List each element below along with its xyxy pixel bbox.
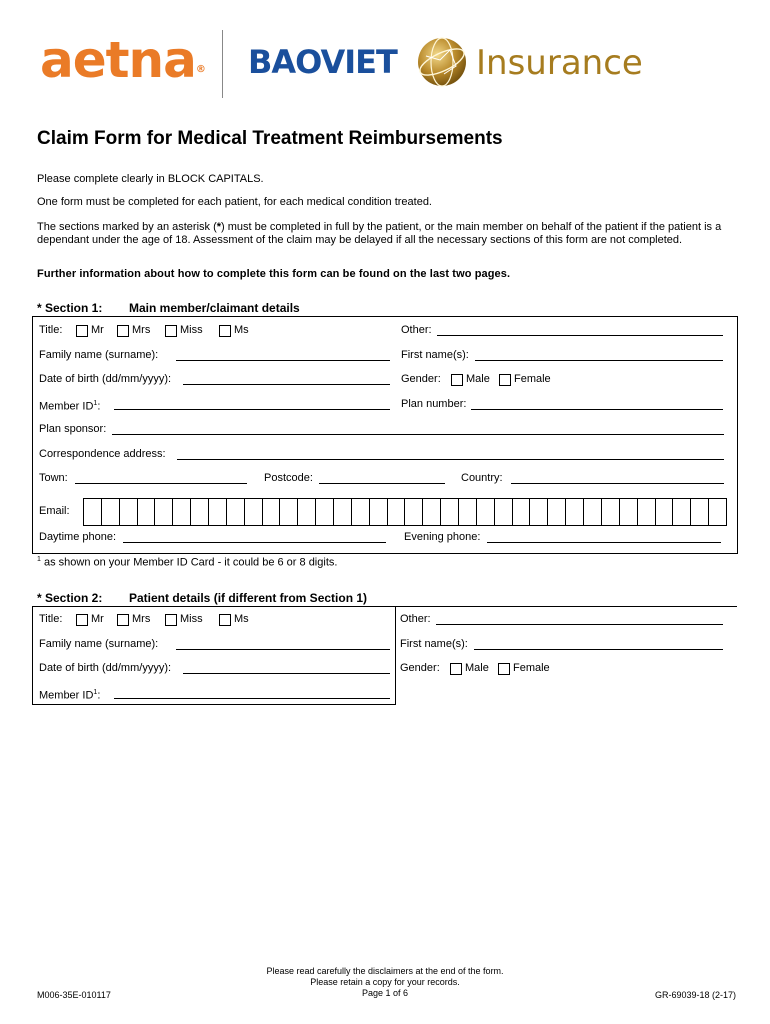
email-char-box[interactable]: [530, 499, 548, 525]
email-char-box[interactable]: [656, 499, 674, 525]
s1-first-names-field[interactable]: [475, 348, 723, 361]
email-char-box[interactable]: [388, 499, 406, 525]
globe-icon: [416, 36, 468, 88]
s2-title-miss-checkbox[interactable]: [165, 614, 177, 626]
s2-dob-row: Date of birth (dd/mm/yyyy): Gender: Male Female: [39, 662, 550, 674]
aetna-logo: aetna®: [40, 31, 205, 89]
s2-first-names-field[interactable]: [474, 637, 723, 650]
s2-divider: [395, 606, 396, 705]
email-char-box[interactable]: [352, 499, 370, 525]
s1-daytime-phone-field[interactable]: [123, 530, 386, 543]
baoviet-logo: BAOVIET: [248, 43, 397, 81]
s1-family-name-field[interactable]: [176, 348, 390, 361]
email-char-box[interactable]: [298, 499, 316, 525]
s1-plan-number-field[interactable]: [471, 397, 723, 410]
s2-member-row: Member $ID^1$:: [39, 686, 399, 702]
insurance-logo-text: Insurance: [476, 43, 643, 83]
email-char-box[interactable]: [334, 499, 352, 525]
section1-box: [32, 316, 738, 554]
footer-notice: Please read carefully the disclaimers at the end of the form. Please retain a copy for your records. Page 1 of 6: [185, 966, 585, 999]
s1-sponsor-row: Plan sponsor:: [39, 422, 729, 438]
s1-title-miss-checkbox[interactable]: [165, 325, 177, 337]
logo-divider: [222, 30, 223, 98]
email-char-box[interactable]: [191, 499, 209, 525]
s1-plan-sponsor-field[interactable]: [112, 422, 724, 435]
s1-member-row: Member $ID^1$: Plan number:: [39, 397, 729, 413]
intro-one-form: One form must be completed for each patient, for each medical condition treated.: [37, 196, 432, 208]
s1-country-field[interactable]: [511, 471, 724, 484]
s1-other-field[interactable]: [437, 323, 723, 336]
s1-postcode-field[interactable]: [319, 471, 445, 484]
s2-title-ms-checkbox[interactable]: [219, 614, 231, 626]
s1-email-row: Email:: [39, 498, 727, 526]
s1-dob-row: Date of birth (dd/mm/yyyy): Gender: Male Female: [39, 373, 551, 385]
email-char-box[interactable]: [513, 499, 531, 525]
s1-dob-field[interactable]: [183, 372, 390, 385]
email-char-box[interactable]: [691, 499, 709, 525]
email-char-box[interactable]: [602, 499, 620, 525]
s1-address-field[interactable]: [177, 447, 724, 460]
email-char-box[interactable]: [620, 499, 638, 525]
email-char-box[interactable]: [245, 499, 263, 525]
s2-dob-field[interactable]: [183, 661, 390, 674]
email-char-box[interactable]: [280, 499, 298, 525]
s2-family-name-field[interactable]: [176, 637, 390, 650]
email-char-box[interactable]: [459, 499, 477, 525]
email-char-box[interactable]: [120, 499, 138, 525]
s2-member-id-field[interactable]: [114, 686, 390, 699]
section1-header: * Section 1: Main member/claimant details: [37, 301, 300, 315]
s1-gender-male-checkbox[interactable]: [451, 374, 463, 386]
email-char-box[interactable]: [566, 499, 584, 525]
email-char-box[interactable]: [370, 499, 388, 525]
s1-title-ms-checkbox[interactable]: [219, 325, 231, 337]
s1-member-id-field[interactable]: [114, 397, 390, 410]
s2-title-row: Title: Mr Mrs Miss Ms Other:: [39, 612, 729, 628]
email-char-box[interactable]: [709, 499, 726, 525]
page-number: Page 1 of 6: [361, 988, 409, 998]
intro-block-capitals: Please complete clearly in BLOCK CAPITALS.: [37, 173, 264, 185]
email-char-box[interactable]: [548, 499, 566, 525]
email-char-box[interactable]: [495, 499, 513, 525]
email-char-box[interactable]: [84, 499, 102, 525]
email-char-box[interactable]: [227, 499, 245, 525]
email-char-box[interactable]: [477, 499, 495, 525]
s1-phone-row: Daytime phone: Evening phone:: [39, 530, 729, 546]
s1-title-mrs-checkbox[interactable]: [117, 325, 129, 337]
intro-asterisk-note: The sections marked by an asterisk (*) must be completed in full by the patient, or the main member on behalf of the patient if the patient is a dependant under the age of 18. Assessment of the claim may be delayed if all the necessary sections of this form are not completed.: [37, 221, 722, 246]
s2-bottom-border: [32, 704, 396, 705]
s1-title-mr-checkbox[interactable]: [76, 325, 88, 337]
s2-title-mr-checkbox[interactable]: [76, 614, 88, 626]
email-char-box[interactable]: [173, 499, 191, 525]
email-char-box[interactable]: [209, 499, 227, 525]
s1-town-row: Town: Postcode: Country:: [39, 471, 729, 487]
s1-evening-phone-field[interactable]: [487, 530, 721, 543]
s2-gender-male-checkbox[interactable]: [450, 663, 462, 675]
s1-name-row: Family name (surname): First name(s):: [39, 348, 729, 364]
footer-form-code: M006-35E-010117: [37, 990, 111, 1000]
s1-town-field[interactable]: [75, 471, 247, 484]
email-char-box[interactable]: [673, 499, 691, 525]
s1-address-row: Correspondence address:: [39, 447, 729, 463]
email-char-box[interactable]: [316, 499, 334, 525]
s2-other-field[interactable]: [436, 612, 723, 625]
s1-gender-female-checkbox[interactable]: [499, 374, 511, 386]
s1-title-row: Title: Mr Mrs Miss Ms Other:: [39, 323, 729, 339]
email-char-box[interactable]: [441, 499, 459, 525]
email-char-box[interactable]: [423, 499, 441, 525]
email-char-box[interactable]: [138, 499, 156, 525]
page-title: Claim Form for Medical Treatment Reimbursements: [37, 128, 503, 149]
email-char-box[interactable]: [584, 499, 602, 525]
email-char-box[interactable]: [155, 499, 173, 525]
section2-box: [32, 606, 737, 705]
s2-gender-female-checkbox[interactable]: [498, 663, 510, 675]
email-char-box[interactable]: [405, 499, 423, 525]
s1-email-field[interactable]: [83, 498, 727, 526]
intro-further-info: Further information about how to complete this form can be found on the last two pages.: [37, 268, 511, 280]
email-char-box[interactable]: [263, 499, 281, 525]
footer-ref-code: GR-69039-18 (2-17): [654, 990, 736, 1000]
s2-name-row: Family name (surname): First name(s):: [39, 637, 729, 653]
s2-title-mrs-checkbox[interactable]: [117, 614, 129, 626]
email-char-box[interactable]: [638, 499, 656, 525]
email-char-box[interactable]: [102, 499, 120, 525]
section2-header: * Section 2: Patient details (if different from Section 1): [37, 591, 368, 605]
member-id-footnote: $^1$ as shown on your Member ID Card - it could be 6 or 8 digits.: [37, 556, 338, 569]
